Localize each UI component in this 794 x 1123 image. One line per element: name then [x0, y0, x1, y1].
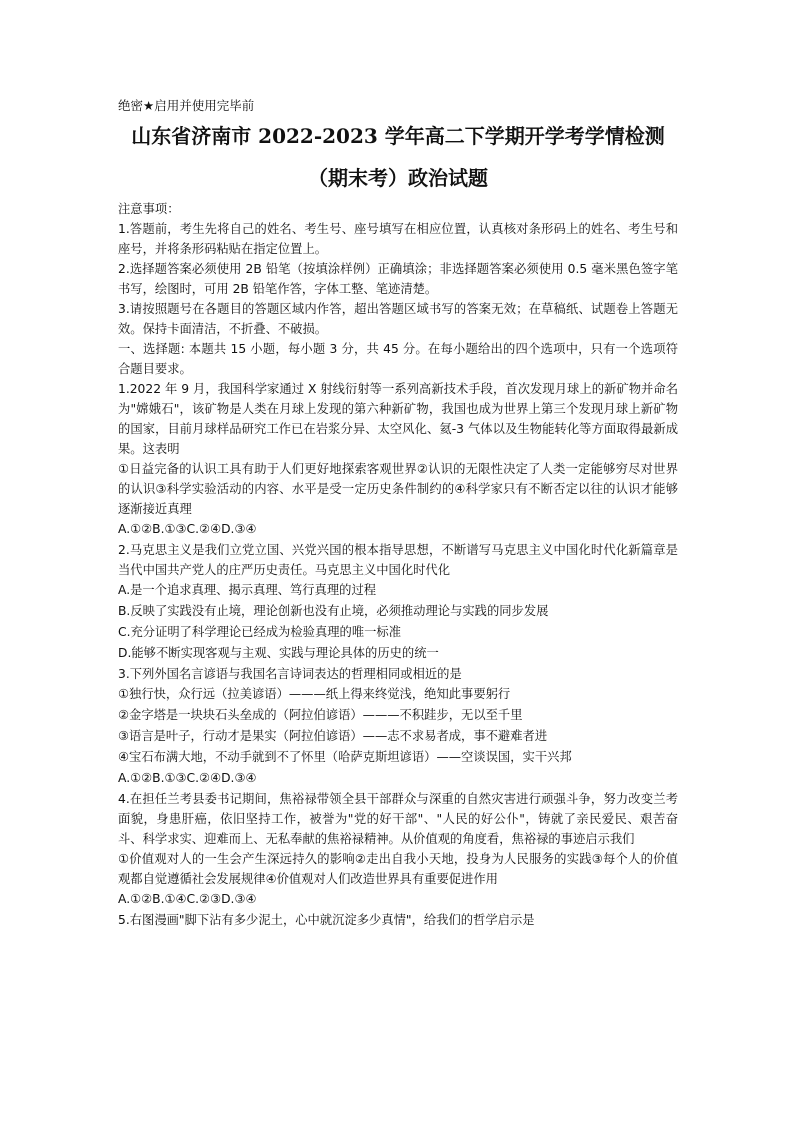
- page-content: [118, 98, 678, 930]
- question-4-answers: A.①②B.①④C.②③D.③④: [118, 892, 257, 906]
- question-1-stem: 1.2022 年 9 月，我国科学家通过 X 射线衍射等一系列高新技术手段，首次发现月球上的新矿物并命名为"嫦娥石"，该矿物是人类在月球上发现的第六种新矿物，我国也成为世界上第三个发现月球上新矿物的国家，目前月球样品研究工作已在岩浆分异、太空风化、氦-3 气体以及生物能转化等方面取得最新成果。这表明: [118, 382, 678, 456]
- section-heading: 一、选择题: 本题共 15 小题，每小题 3 分，共 45 分。在每小题给出的四个选项中，只有一个选项符合题目要求。: [118, 342, 678, 376]
- question-2-option-a: A.是一个追求真理、揭示真理、笃行真理的过程: [118, 583, 377, 597]
- question-4-stem: 4.在担任兰考县委书记期间，焦裕禄带领全县干部群众与深重的自然灾害进行顽强斗争，努力改变兰考面貌，身患肝癌，依旧坚持工作，被誉为"党的好干部"、"人民的好公仆"，铸就了亲民爱民、艰苦奋斗、科学求实、迎难而上、无私奉献的焦裕禄精神。从价值观的角度看，焦裕禄的事迹启示我们: [118, 792, 678, 846]
- note-item: 3.请按照题号在各题目的答题区域内作答，超出答题区域书写的答案无效；在草稿纸、试题卷上答题无效。保持卡面清洁，不折叠、不破损。: [118, 302, 678, 336]
- question-1-answers: A.①②B.①③C.②④D.③④: [118, 522, 257, 536]
- question-3-statement-3: ③语言是叶子，行动才是果实（阿拉伯谚语）——志不求易者成，事不避难者进: [118, 729, 548, 743]
- exam-subtitle: （期末考）政治试题: [308, 166, 488, 190]
- question-5-stem: 5.右图漫画"脚下沾有多少泥土，心中就沉淀多少真情"，给我们的哲学启示是: [118, 913, 535, 927]
- question-3-answers: A.①②B.①③C.②④D.③④: [118, 771, 257, 785]
- question-3-stem: 3.下列外国名言谚语与我国名言诗词表达的哲理相同或相近的是: [118, 667, 462, 681]
- notes-heading: 注意事项：: [118, 202, 180, 216]
- note-item: 1.答题前，考生先将自己的姓名、考生号、座号填写在相应位置，认真核对条形码上的姓名、考生号和座号，并将条形码粘贴在指定位置上。: [118, 222, 678, 256]
- question-3-statement-2: ②金字塔是一块块石头垒成的（阿拉伯谚语）———不积跬步，无以至千里: [118, 708, 523, 722]
- note-item: 2.选择题答案必须使用 2B 铅笔（按填涂样例）正确填涂；非选择题答案必须使用 0.5 毫米黑色签字笔书写，绘图时，可用 2B 铅笔作答，字体工整、笔迹清楚。: [118, 262, 678, 296]
- question-2-option-d: D.能够不断实现客观与主观、实践与理论具体的历史的统一: [118, 646, 439, 660]
- question-2-stem: 2.马克思主义是我们立党立国、兴党兴国的根本指导思想，不断谱写马克思主义中国化时代化新篇章是当代中国共产党人的庄严历史责任。马克思主义中国化时代化: [118, 543, 678, 577]
- question-3-statement-4: ④宝石布满大地，不动手就到不了怀里（哈萨克斯坦谚语）——空谈误国，实干兴邦: [118, 750, 572, 764]
- question-2-option-c: C.充分证明了科学理论已经成为检验真理的唯一标准: [118, 625, 402, 639]
- question-3-statement-1: ①独行快，众行远（拉美谚语）———纸上得来终觉浅，绝知此事要躬行: [118, 687, 511, 701]
- exam-title: 山东省济南市 2022-2023 学年高二下学期开学考学情检测: [131, 124, 665, 148]
- question-1-statements: ①日益完备的认识工具有助于人们更好地探索客观世界②认识的无限性决定了人类一定能够穷尽对世界的认识③科学实验活动的内容、水平是受一定历史条件制约的④科学家只有不断否定以往的认识才能够逐渐接近真理: [118, 462, 678, 516]
- question-4-statements: ①价值观对人的一生会产生深远持久的影响②走出自我小天地，投身为人民服务的实践③每个人的价值观都自觉遵循社会发展规律④价值观对人们改造世界具有重要促进作用: [118, 852, 678, 886]
- question-2-option-b: B.反映了实践没有止境，理论创新也没有止境，必须推动理论与实践的同步发展: [118, 604, 549, 618]
- confidential-label: 绝密★启用并使用完毕前: [118, 98, 255, 113]
